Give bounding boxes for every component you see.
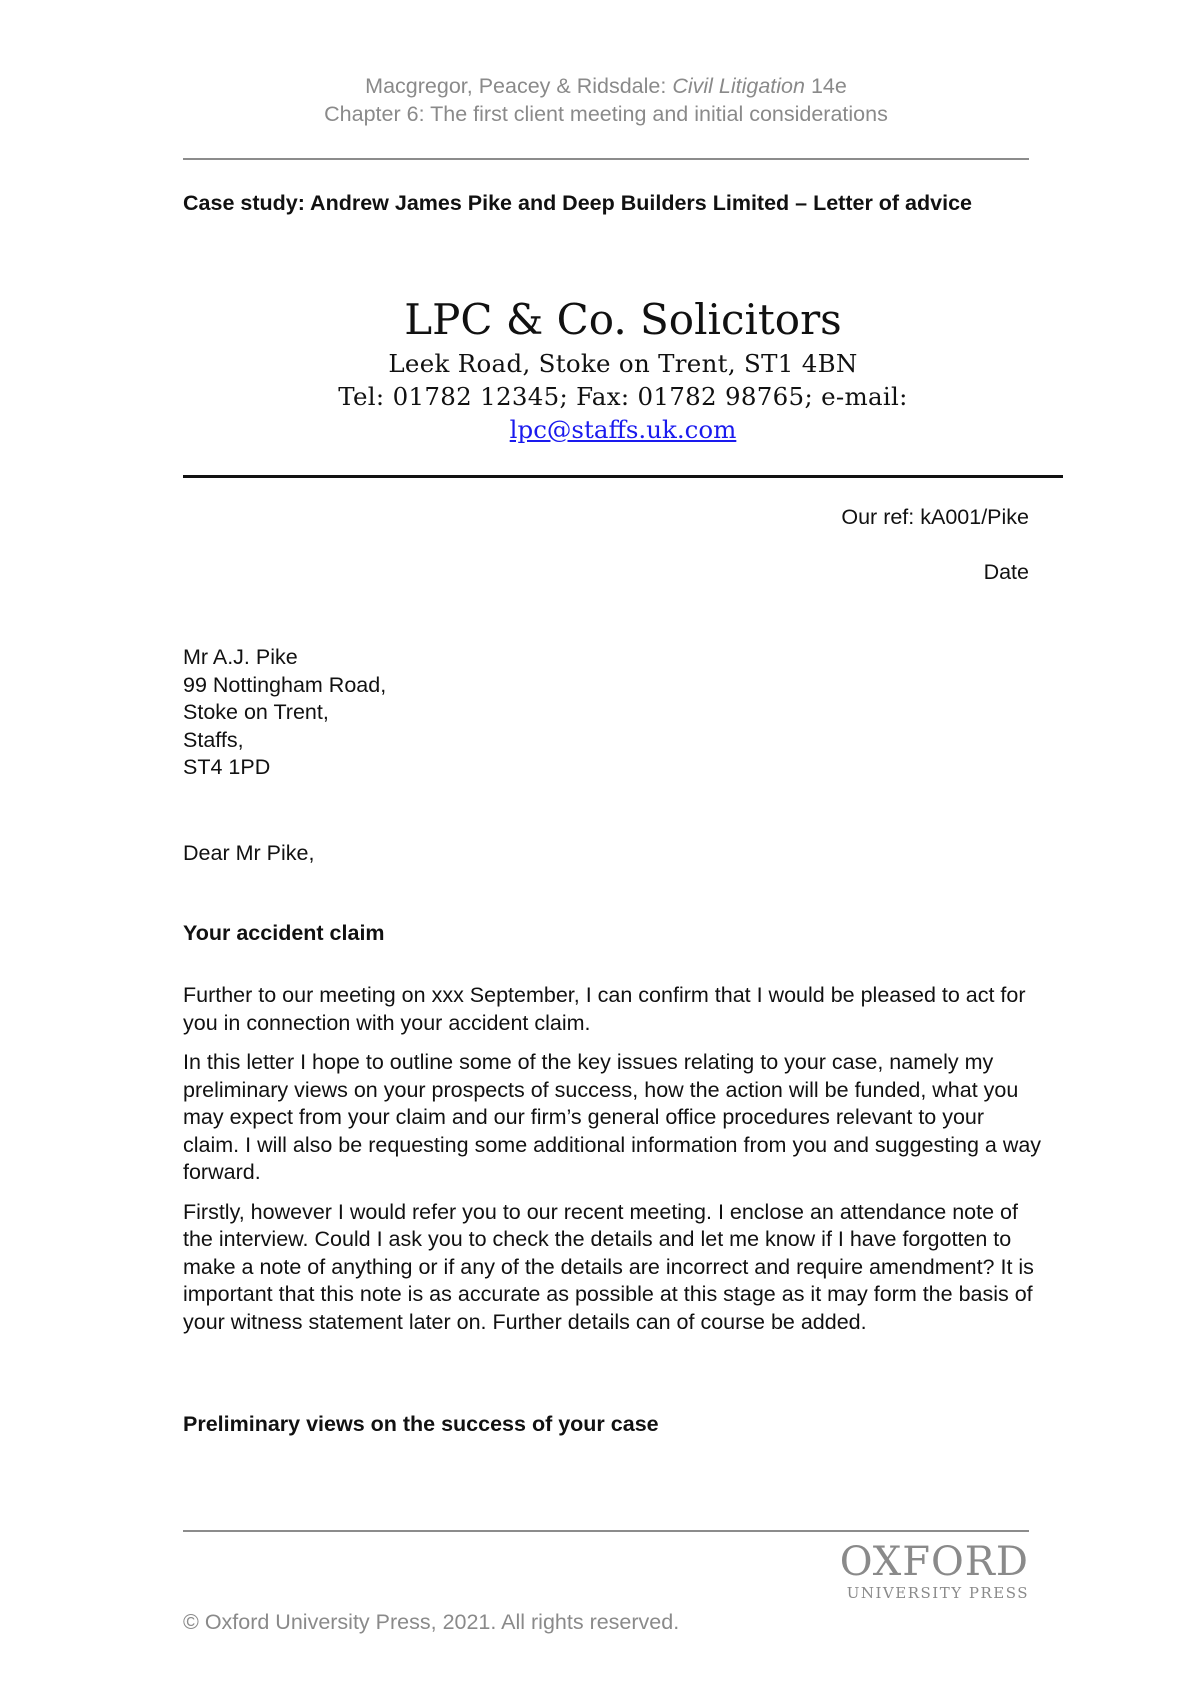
letterhead [183, 293, 1063, 446]
address-line: 99 Nottingham Road, [183, 672, 387, 697]
address-line: Mr A.J. Pike [183, 645, 298, 669]
logo-subtitle: UNIVERSITY PRESS [846, 1584, 1029, 1602]
page-header [183, 72, 1029, 128]
logo-word: OXFORD [839, 1539, 1029, 1585]
firm-name: LPC & Co. Solicitors [404, 295, 842, 344]
letterhead-divider [183, 475, 1063, 478]
header-divider [183, 158, 1029, 160]
our-reference: Our ref: kA001/Pike [841, 505, 1029, 529]
book-title: Civil Litigation [672, 74, 805, 98]
letter-date: Date [983, 560, 1029, 584]
chapter-title: Chapter 6: The first client meeting and initial considerations [324, 102, 888, 126]
oxford-university-press-logo [840, 1540, 1029, 1602]
footer-divider [183, 1530, 1029, 1532]
salutation: Dear Mr Pike, [183, 841, 315, 865]
body-paragraph: Firstly, however I would refer you to our recent meeting. I enclose an attendance note of the interview. Could I ask you to check the details and let me know if I have forgotten to make a note of anything or if any of the details are incorrect and require amendment? It is important that this note is as accurate as possible at this stage as it may form the basis of your witness statement later on. Further details can of course be added. [183, 1199, 1034, 1334]
body-paragraph: In this letter I hope to outline some of the key issues relating to your case, namely my preliminary views on your prospects of success, how the action will be funded, what you may expect from your claim and our firm’s general office procedures relevant to your claim. I will also be requesting some additional information from you and suggesting a way forward. [183, 1050, 1042, 1184]
address-line: ST4 1PD [183, 755, 271, 779]
firm-email-link[interactable]: lpc@staffs.uk.com [509, 415, 737, 444]
recipient-address [183, 644, 386, 782]
copyright-notice: © Oxford University Press, 2021. All rights reserved. [183, 1610, 680, 1634]
letter-body [183, 982, 1043, 1348]
book-citation: Macgregor, Peacey & Ridsdale: Civil Litigation 14e [365, 74, 847, 98]
address-line: Staffs, [183, 727, 244, 752]
address-line: Stoke on Trent, [183, 700, 329, 724]
section-heading-preliminary-views: Preliminary views on the success of your case [183, 1412, 659, 1436]
section-heading-accident-claim: Your accident claim [183, 921, 385, 945]
firm-address: Leek Road, Stoke on Trent, ST1 4BN [388, 349, 858, 378]
firm-contact: Tel: 01782 12345; Fax: 01782 98765; e-mail: [338, 382, 908, 411]
case-study-title: Case study: Andrew James Pike and Deep Builders Limited – Letter of advice [183, 191, 972, 215]
body-paragraph: Further to our meeting on xxx September, I can confirm that I would be pleased to act for you in connection with your accident claim. [183, 983, 1026, 1035]
